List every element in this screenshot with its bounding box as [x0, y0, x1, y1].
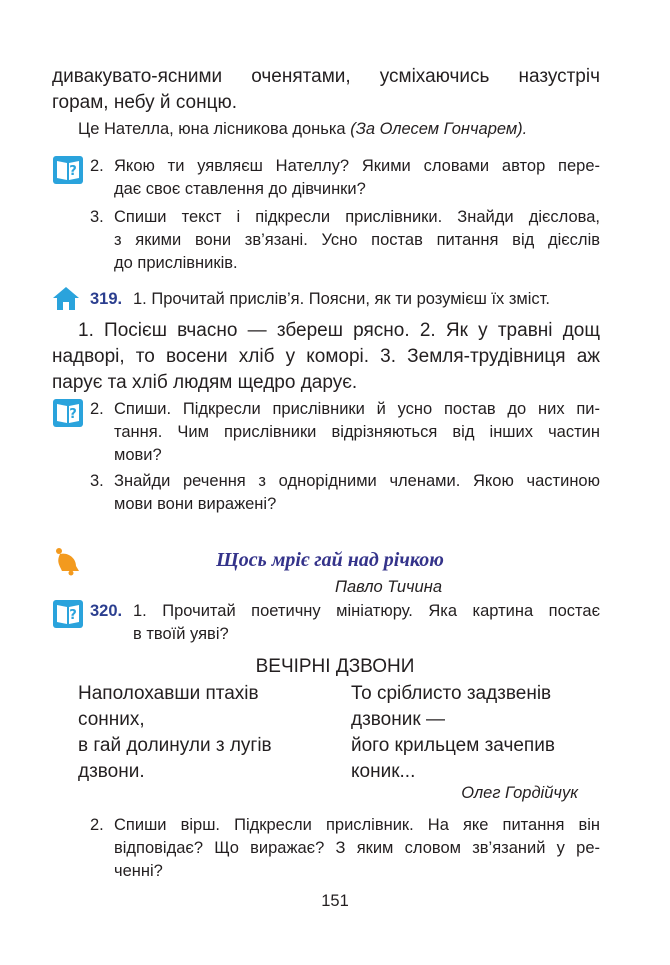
- section-title: Щось мріє гай над річкою: [216, 549, 444, 571]
- exercise-320-task-1-line-1: 1. Прочитай поетичну мініатюру. Яка картина постає: [133, 602, 600, 620]
- task-318-3-line-3: до прислівників.: [114, 254, 238, 272]
- book-question-icon: [52, 154, 84, 186]
- poem-line: Наполохавши птахів: [78, 683, 259, 704]
- task-318-3-line-1: Спиши текст і підкресли прислівники. Знайди дієслова,: [114, 208, 600, 226]
- task-318-2-line-1: Якою ти уявляєш Нателлу? Якими словами автор пере-: [114, 157, 600, 175]
- poem-author: Олег Гордійчук: [461, 784, 578, 802]
- task-320-2-number: 2.: [90, 816, 104, 834]
- poem-left-column: [78, 681, 338, 785]
- poem-line: дзвони.: [78, 761, 145, 782]
- task-319-3-line-1: Знайди речення з однорідними членами. Якою частиною: [114, 472, 600, 490]
- task-319-2-line-2: тання. Чим прислівники відрізняються від інших частин: [114, 423, 600, 441]
- page-number: 151: [321, 892, 349, 910]
- task-319-2-line-1: Спиши. Підкресли прислівники й усно постав до них пи-: [114, 400, 600, 418]
- poem-line: сонних,: [78, 709, 145, 730]
- poem-right-column: [351, 681, 611, 785]
- intro-line-2: горам, небу й сонцю.: [52, 92, 237, 113]
- svg-text:?: ?: [69, 608, 77, 623]
- intro-line-1: дивакувато-ясними оченятами, усміхаючись назустріч: [52, 66, 600, 87]
- exercise-320-task-1-line-2: в твоїй уяві?: [133, 625, 229, 643]
- intro-source: (За Олесем Гончарем).: [350, 120, 528, 138]
- proverbs-line-2: надворі, то восени хліб у коморі. 3. Земля-трудівниця аж: [52, 346, 600, 367]
- poem-line: дзвоник —: [351, 709, 445, 730]
- intro-text: Це Нателла, юна лісникова донька: [78, 120, 346, 138]
- task-319-2-number: 2.: [90, 400, 104, 418]
- task-320-2-line-3: ченні?: [114, 862, 163, 880]
- svg-text:?: ?: [69, 407, 77, 422]
- task-318-3-line-2: з якими вони зв’язані. Усно постав питання від дієслів: [114, 231, 600, 249]
- intro-line-3: [78, 118, 618, 141]
- book-question-icon: [52, 598, 84, 630]
- proverbs-line-3: парує та хліб людям щедро дарує.: [52, 372, 358, 393]
- poem-line: коник...: [351, 761, 416, 782]
- task-320-2-line-1: Спиши вірш. Підкресли прислівник. На яке питання він: [114, 816, 600, 834]
- exercise-320-number: 320.: [90, 602, 123, 620]
- home-icon: [52, 285, 80, 311]
- task-318-2-number: 2.: [90, 157, 104, 175]
- exercise-319-task-1: 1. Прочитай прислів’я. Поясни, як ти розумієш їх зміст.: [133, 290, 550, 308]
- task-319-2-line-3: мови?: [114, 446, 162, 464]
- poem-line: То сріблисто задзвенів: [351, 683, 552, 704]
- svg-text:?: ?: [69, 164, 77, 179]
- task-320-2-line-2: відповідає? Що виражає? З яким словом зв’язаний у ре-: [114, 839, 600, 857]
- poem-line: в гай долинули з лугів: [78, 735, 272, 756]
- poem-title: ВЕЧІРНІ ДЗВОНИ: [255, 656, 415, 677]
- task-319-3-line-2: мови вони виражені?: [114, 495, 277, 513]
- task-318-3-number: 3.: [90, 208, 104, 226]
- task-319-3-number: 3.: [90, 472, 104, 490]
- section-author: Павло Тичина: [335, 578, 442, 596]
- exercise-319-number: 319.: [90, 290, 123, 308]
- bell-icon: [52, 546, 82, 576]
- book-question-icon: [52, 397, 84, 429]
- proverbs-line-1: 1. Посієш вчасно — збереш рясно. 2. Як у травні дощ: [78, 320, 600, 341]
- poem-line: його крильцем зачепив: [351, 735, 555, 756]
- task-318-2-line-2: дає своє ставлення до дівчинки?: [114, 180, 366, 198]
